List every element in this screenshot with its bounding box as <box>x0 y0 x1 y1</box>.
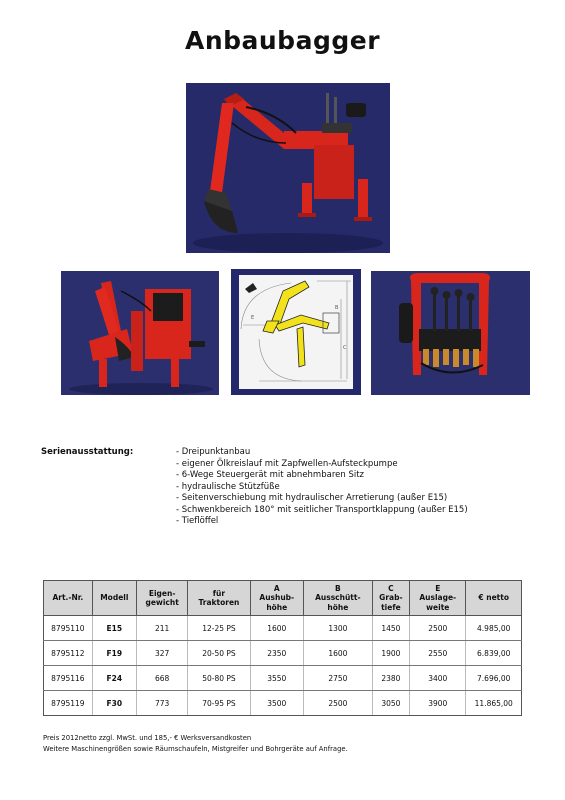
table-cell-eigengewicht: 773 <box>136 691 187 716</box>
header-text: tiefe <box>381 602 401 612</box>
table-cell-ausschuetthoehe: 1600 <box>304 641 373 666</box>
header-text: höhe <box>327 602 349 612</box>
table-cell-art-nr: 8795119 <box>44 691 93 716</box>
table-header-row <box>44 581 522 616</box>
table-cell-modell: E15 <box>92 616 136 641</box>
table-cell-modell: F24 <box>92 666 136 691</box>
column-header-auslageweite <box>410 581 466 616</box>
header-text: Art.-Nr. <box>52 593 84 603</box>
list-item: - 6-Wege Steuergerät mit abnehmbaren Sitz <box>176 470 364 480</box>
header-text: gewicht <box>145 598 179 607</box>
table-cell-aushubhoehe: 1600 <box>250 616 304 641</box>
table-cell-preis-netto: 6.839,00 <box>466 641 522 666</box>
table-cell-auslageweite: 3400 <box>410 666 466 691</box>
table-cell-fuer-traktoren: 70-95 PS <box>188 691 250 716</box>
table-cell-grabtiefe: 3050 <box>372 691 409 716</box>
table-row <box>44 691 522 716</box>
table-cell-aushubhoehe: 3550 <box>250 666 304 691</box>
table-cell-aushubhoehe: 3500 <box>250 691 304 716</box>
table-cell-fuer-traktoren: 50-80 PS <box>188 666 250 691</box>
table-cell-grabtiefe: 2380 <box>372 666 409 691</box>
table-cell-ausschuetthoehe: 1300 <box>304 616 373 641</box>
table-cell-aushubhoehe: 2350 <box>250 641 304 666</box>
list-item: - Seitenverschiebung mit hydraulischer Arretierung (außer E15) <box>176 493 448 503</box>
column-header-grabtiefe <box>372 581 409 616</box>
table-cell-art-nr: 8795116 <box>44 666 93 691</box>
header-text: A <box>273 583 280 593</box>
table-cell-art-nr: 8795110 <box>44 616 93 641</box>
column-header-art-nr <box>44 581 93 616</box>
table-cell-preis-netto: 11.865,00 <box>466 691 522 716</box>
list-item: - hydraulische Stützfüße <box>176 481 280 492</box>
header-text: Traktoren <box>198 598 240 607</box>
header-text: höhe <box>266 602 288 612</box>
table-cell-modell: F19 <box>92 641 136 666</box>
availability-note: Weitere Maschinengrößen sowie Räumschaufeln, Mistgreifer und Bohrgeräte auf Anfrage. <box>43 745 348 753</box>
table-cell-grabtiefe: 1900 <box>372 641 409 666</box>
price-note: Preis 2012netto zzgl. MwSt. und 185,- € Werksversandkosten <box>43 734 252 742</box>
backhoe-side-photo <box>61 271 219 395</box>
table-cell-ausschuetthoehe: 2500 <box>304 691 373 716</box>
spec-table <box>43 580 522 716</box>
table-cell-preis-netto: 4.985,00 <box>466 616 522 641</box>
standard-equipment-list <box>176 447 468 528</box>
column-header-modell <box>92 581 136 616</box>
header-text: Ausschütt- <box>315 593 361 603</box>
table-row <box>44 666 522 691</box>
header-text: weite <box>426 602 450 612</box>
page-title: Anbaubagger <box>184 26 381 55</box>
svg-text:B: B <box>335 305 339 311</box>
column-header-ausschuetthoehe <box>304 581 373 616</box>
table-cell-eigengewicht: 668 <box>136 666 187 691</box>
list-item: - Tieflöffel <box>176 516 219 526</box>
header-text: B <box>335 583 341 593</box>
header-text: Eigen- <box>148 588 176 598</box>
standard-equipment-label: Serienausstattung: <box>41 447 134 457</box>
column-header-eigengewicht <box>136 581 187 616</box>
control-levers-photo <box>371 271 530 395</box>
table-cell-auslageweite: 3900 <box>410 691 466 716</box>
list-item: - Dreipunktanbau <box>176 447 251 457</box>
table-cell-eigengewicht: 327 <box>136 641 187 666</box>
backhoe-main-photo <box>186 83 390 253</box>
header-text: € netto <box>478 593 510 603</box>
header-text: C <box>388 583 394 593</box>
table-cell-modell: F30 <box>92 691 136 716</box>
column-header-fuer-traktoren <box>188 581 250 616</box>
table-cell-auslageweite: 2550 <box>410 641 466 666</box>
table-row <box>44 641 522 666</box>
table-cell-art-nr: 8795112 <box>44 641 93 666</box>
table-cell-eigengewicht: 211 <box>136 616 187 641</box>
table-cell-ausschuetthoehe: 2750 <box>304 666 373 691</box>
table-row <box>44 616 522 641</box>
header-text: Aushub- <box>259 593 295 603</box>
header-text: für <box>212 588 226 598</box>
svg-text:C: C <box>343 345 347 351</box>
table-cell-grabtiefe: 1450 <box>372 616 409 641</box>
header-text: Grab- <box>379 593 403 603</box>
header-text: E <box>435 583 441 593</box>
table-cell-auslageweite: 2500 <box>410 616 466 641</box>
table-cell-preis-netto: 7.696,00 <box>466 666 522 691</box>
table-cell-fuer-traktoren: 12-25 PS <box>188 616 250 641</box>
list-item: - eigener Ölkreislauf mit Zapfwellen-Aufsteckpumpe <box>176 458 398 469</box>
list-item: - Schwenkbereich 180° mit seitlicher Transportklappung (außer E15) <box>176 504 468 515</box>
dimension-diagram <box>231 269 361 395</box>
svg-text:E: E <box>251 315 255 321</box>
table-cell-fuer-traktoren: 20-50 PS <box>188 641 250 666</box>
column-header-aushubhoehe <box>250 581 304 616</box>
column-header-preis-netto <box>466 581 522 616</box>
header-text: Auslage- <box>419 593 457 603</box>
header-text: Modell <box>100 593 129 603</box>
